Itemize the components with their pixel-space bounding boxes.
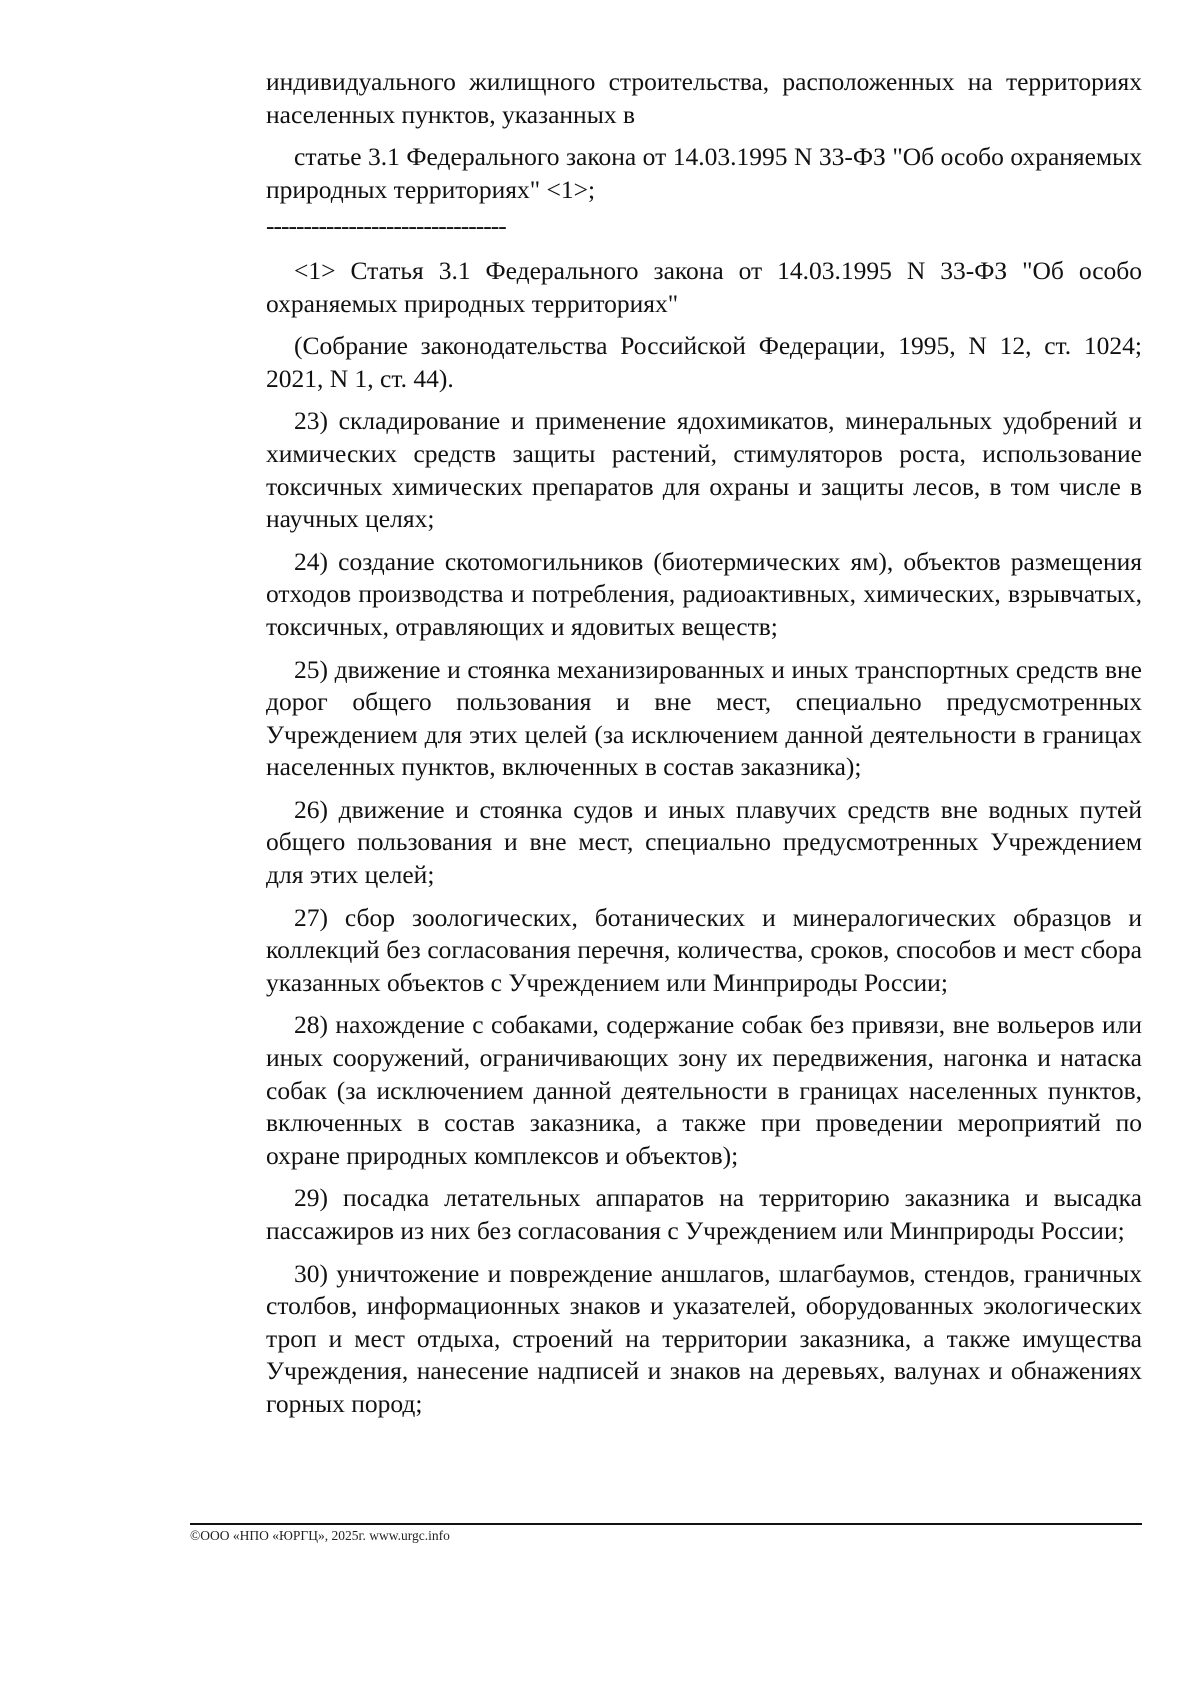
intro-continuation: статье 3.1 Федерального закона от 14.03.1995 N 33-ФЗ "Об особо охраняемых природных территориях" <1>; bbox=[266, 142, 1142, 204]
list-item: 28) нахождение с собаками, содержание собак без привязи, вне вольеров или иных сооружений, ограничивающих зону их передвижения, нагонка и натаска собак (за исключением данной деятельности в границах населенных пунктов, включенных в состав заказника, а также при проведении мероприятий по охране природных комплексов и объектов); bbox=[266, 1010, 1142, 1170]
list-item: 25) движение и стоянка механизированных и иных транспортных средств вне дорог общего пользования и вне мест, специально предусмотренных Учреждением для этих целей (за исключением данной деятельности в границах населенных пунктов, включенных в состав заказника); bbox=[266, 654, 1142, 782]
document-body bbox=[266, 66, 1142, 1421]
list-item: 24) создание скотомогильников (биотермических ям), объектов размещения отходов производства и потребления, радиоактивных, химических, взрывчатых, токсичных, отравляющих и ядовитых веществ; bbox=[266, 546, 1142, 641]
list-item: 29) посадка летательных аппаратов на территорию заказника и высадка пассажиров из них без согласования с Учреждением или Минприроды России; bbox=[266, 1183, 1142, 1245]
footer-divider bbox=[190, 1523, 1142, 1525]
footnote-text: <1> Статья 3.1 Федерального закона от 14.03.1995 N 33-ФЗ "Об особо охраняемых природных территориях" bbox=[266, 255, 1142, 318]
list-item: 27) сбор зоологических, ботанических и минералогических образцов и коллекций без согласования перечня, количества, сроков, способов и мест сбора указанных объектов с Учреждением или Минприроды России; bbox=[266, 902, 1142, 997]
footer-copyright: ©ООО «НПО «ЮРГЦ», 2025г. www.urgc.info bbox=[190, 1528, 450, 1543]
footnote-source: (Собрание законодательства Российской Федерации, 1995, N 12, ст. 1024; 2021, N 1, ст. 44). bbox=[266, 331, 1142, 393]
footnote-separator: -------------------------------- bbox=[266, 211, 506, 241]
list-item: 26) движение и стоянка судов и иных плавучих средств вне водных путей общего пользования и вне мест, специально предусмотренных Учреждением для этих целей; bbox=[266, 794, 1142, 890]
intro-paragraph: индивидуального жилищного строительства, расположенных на территориях населенных пунктов, указанных в bbox=[266, 67, 1142, 129]
list-item: 30) уничтожение и повреждение аншлагов, шлагбаумов, стендов, граничных столбов, информационных знаков и указателей, оборудованных экологических троп и мест отдыха, строений на территории заказника, а также имущества Учреждения, нанесение надписей и знаков на деревьях, валунах и обнажениях горных пород; bbox=[266, 1258, 1142, 1418]
list-item: 23) складирование и применение ядохимикатов, минеральных удобрений и химических средств защиты растений, стимуляторов роста, использование токсичных химических препаратов для охраны и защиты лесов, в том числе в научных целях; bbox=[266, 406, 1142, 534]
